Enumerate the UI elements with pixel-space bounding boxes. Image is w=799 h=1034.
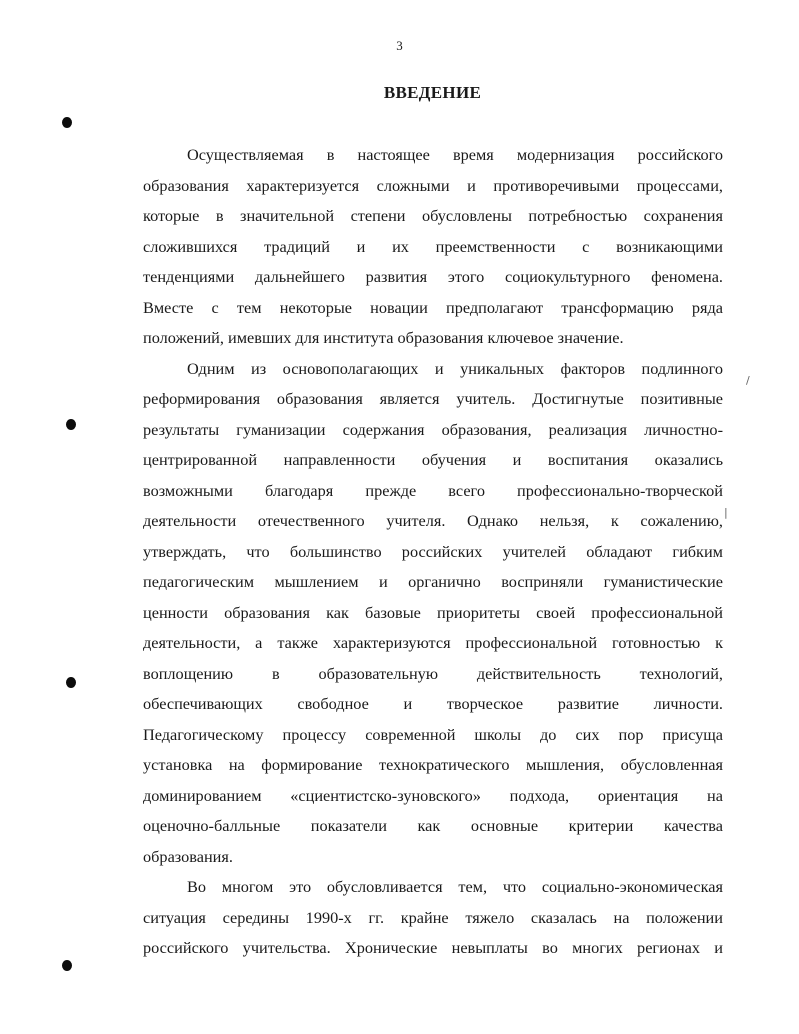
text-line: возможными благодаря прежде всего профессионально-творческой (143, 480, 723, 500)
scan-mark: / (746, 374, 750, 387)
text-line: образования характеризуется сложными и противоречивыми процессами, (143, 175, 723, 195)
punch-hole-3 (66, 677, 76, 688)
text-line: Педагогическому процессу современной школы до сих пор присуща (143, 724, 723, 744)
punch-hole-4 (62, 960, 72, 971)
text-line: Во многом это обусловливается тем, что социально-экономическая (187, 877, 723, 896)
text-line: педагогическим мышлением и органично восприняли гуманистические (143, 572, 723, 591)
text-line: ценности образования как базовые приоритеты своей профессиональной (143, 602, 723, 622)
text-line: положений, имевших для института образования ключевое значение. (143, 328, 624, 347)
text-line: сложившихся традиций и их преемственности с возникающими (143, 236, 723, 256)
text-line: Одним из основополагающих и уникальных факторов подлинного (187, 358, 723, 378)
text-line: доминированием «сциентистско-зуновского» подхода, ориентация на (143, 785, 723, 805)
text-line: деятельности отечественного учителя. Однако нельзя, к сожалению, (143, 511, 723, 530)
punch-hole-2 (66, 419, 76, 430)
text-line: воплощению в образовательную действительность технологий, (143, 663, 723, 683)
text-line: которые в значительной степени обусловлены потребностью сохранения (143, 206, 723, 225)
text-line: реформирования образования является учитель. Достигнутые позитивные (143, 389, 723, 408)
text-line: центрированной направленности обучения и воспитания оказались (143, 450, 723, 469)
text-line: оценочно-балльные показатели как основные критерии качества (143, 816, 723, 835)
text-line: результаты гуманизации содержания образования, реализация личностно- (143, 419, 723, 439)
punch-hole-1 (62, 117, 72, 128)
text-line: Вместе с тем некоторые новации предполагают трансформацию ряда (143, 297, 723, 317)
body-text (143, 140, 723, 964)
text-line: установка на формирование технократического мышления, обусловленная (143, 755, 723, 774)
text-line: ситуация середины 1990-х гг. крайне тяжело сказалась на положении (143, 907, 723, 927)
text-line: российского учительства. Хронические невыплаты во многих регионах и (143, 938, 723, 957)
scan-mark: | (724, 506, 728, 519)
page-number: 3 (396, 38, 403, 53)
text-line: обеспечивающих свободное и творческое развитие личности. (143, 694, 723, 713)
text-line: утверждать, что большинство российских учителей обладают гибким (143, 541, 723, 561)
text-line: тенденциями дальнейшего развития этого социокультурного феномена. (143, 267, 723, 286)
text-line: Осуществляемая в настоящее время модернизация российского (187, 145, 723, 164)
section-heading: ВВЕДЕНИЕ (383, 83, 482, 102)
text-line: образования. (143, 846, 233, 866)
text-line: деятельности, а также характеризуются профессиональной готовностью к (143, 633, 723, 652)
